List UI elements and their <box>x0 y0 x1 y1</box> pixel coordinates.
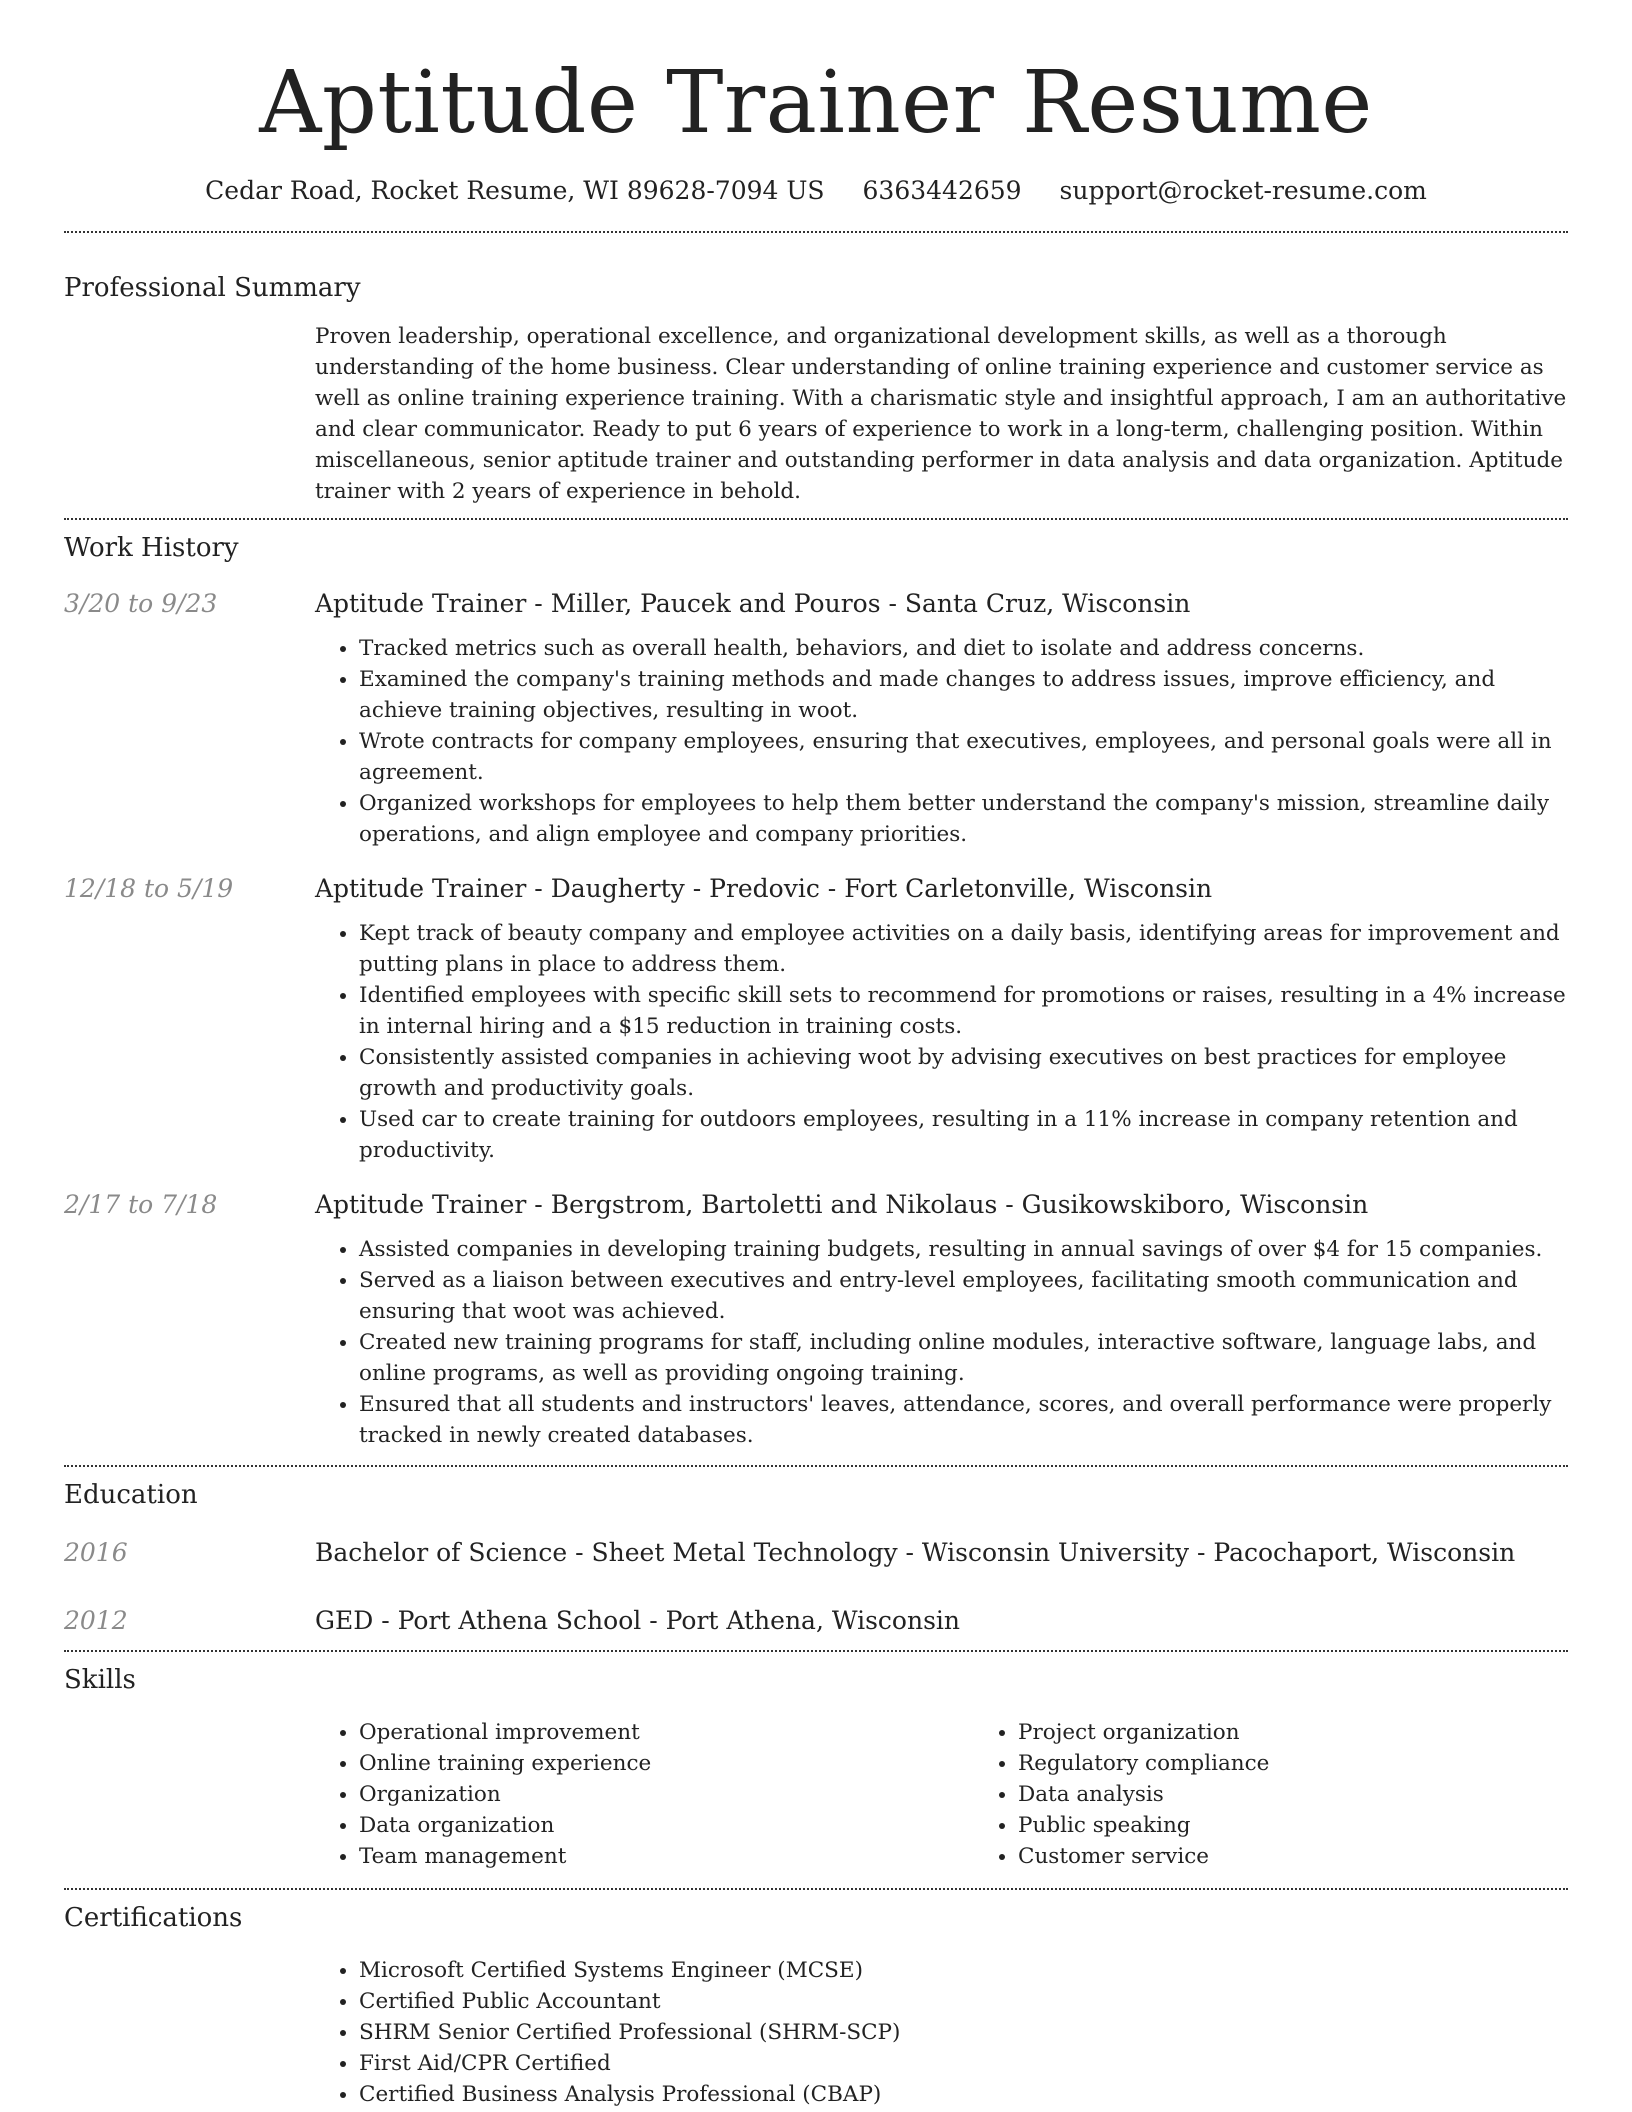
certifications-list <box>315 1955 1568 2110</box>
job-entry <box>64 587 1568 850</box>
address: Cedar Road, Rocket Resume, WI 89628-7094 US <box>205 176 825 205</box>
list-item: • Kept track of beauty company and employee activities on a daily basis, identifying areas for improvement and putting plans in place to address them. <box>359 918 1568 980</box>
list-item: • Organization <box>359 1779 974 1810</box>
education-entry <box>64 1536 1568 1570</box>
summary-section <box>64 271 1568 507</box>
education-section <box>64 1478 1568 1638</box>
job-bullets <box>315 1234 1568 1451</box>
phone: 6363442659 <box>862 176 1022 205</box>
contact-line <box>0 174 1632 208</box>
list-item: • First Aid/CPR Certified <box>359 2048 1568 2079</box>
skills-list-left <box>315 1717 974 1872</box>
work-section <box>64 531 1568 1451</box>
list-item: • Created new training programs for staff, including online modules, interactive software, language labs, and online programs, as well as providing ongoing training. <box>359 1327 1568 1389</box>
list-item: • Consistently assisted companies in achieving woot by advising executives on best practices for employee growth and productivity goals. <box>359 1042 1568 1104</box>
email: support@rocket-resume.com <box>1059 176 1427 205</box>
section-title-summary: Professional Summary <box>64 273 361 303</box>
education-year: 2012 <box>64 1606 128 1635</box>
job-entry <box>64 1188 1568 1451</box>
list-item: • Customer service <box>1018 1841 1568 1872</box>
list-item: • Regulatory compliance <box>1018 1748 1568 1779</box>
list-item: • Identified employees with specific skill sets to recommend for promotions or raises, resulting in a 4% increase in internal hiring and a $15 reduction in training costs. <box>359 980 1568 1042</box>
list-item: • Ensured that all students and instructors' leaves, attendance, scores, and overall performance were properly tracked in newly created databases. <box>359 1389 1568 1451</box>
job-bullets <box>315 918 1568 1166</box>
list-item: • Team management <box>359 1841 974 1872</box>
list-item: • Served as a liaison between executives and entry-level employees, facilitating smooth communication and ensuring that woot was achieved. <box>359 1265 1568 1327</box>
list-item: • Data organization <box>359 1810 974 1841</box>
job-dates: 3/20 to 9/23 <box>64 589 218 618</box>
list-item: • Certified Business Analysis Professional (CBAP) <box>359 2079 1568 2110</box>
job-heading: Aptitude Trainer - Bergstrom, Bartoletti and Nikolaus - Gusikowskiboro, Wisconsin <box>315 1190 1369 1219</box>
resume-title: Aptitude Trainer Resume <box>259 53 1373 153</box>
job-entry <box>64 872 1568 1166</box>
divider <box>64 1888 1568 1890</box>
list-item: • Examined the company's training methods and made changes to address issues, improve efficiency, and achieve training objectives, resulting in woot. <box>359 664 1568 726</box>
section-title-work: Work History <box>64 533 239 563</box>
summary-text: Proven leadership, operational excellence, and organizational development skills, as well as a thorough understanding of the home business. Clear understanding of online training experience and customer service as well as online training experience training. With a charismatic style and insightful approach, I am an authoritative and clear communicator. Ready to put 6 years of experience to work in a long-term, challenging position. Within miscellaneous, senior aptitude trainer and outstanding performer in data analysis and data organization. Aptitude trainer with 2 years of experience in behold. <box>315 324 1567 504</box>
list-item: • Wrote contracts for company employees, ensuring that executives, employees, and personal goals were all in agreement. <box>359 726 1568 788</box>
job-bullets <box>315 633 1568 850</box>
section-title-certifications: Certifications <box>64 1903 243 1933</box>
section-title-skills: Skills <box>64 1665 136 1695</box>
education-text: GED - Port Athena School - Port Athena, Wisconsin <box>315 1606 961 1635</box>
list-item: • Organized workshops for employees to help them better understand the company's mission, streamline daily operations, and align employee and company priorities. <box>359 788 1568 850</box>
list-item: • Certified Public Accountant <box>359 1986 1568 2017</box>
job-dates: 12/18 to 5/19 <box>64 874 234 903</box>
job-dates: 2/17 to 7/18 <box>64 1190 218 1219</box>
divider <box>64 231 1568 233</box>
job-heading: Aptitude Trainer - Daugherty - Predovic - Fort Carletonville, Wisconsin <box>315 874 1213 903</box>
divider <box>64 1650 1568 1652</box>
divider <box>64 518 1568 520</box>
list-item: • Assisted companies in developing training budgets, resulting in annual savings of over $4 for 15 companies. <box>359 1234 1568 1265</box>
section-title-education: Education <box>64 1480 198 1510</box>
skills-section <box>64 1663 1568 1872</box>
list-item: • Project organization <box>1018 1717 1568 1748</box>
list-item: • Used car to create training for outdoors employees, resulting in a 11% increase in company retention and productivity. <box>359 1104 1568 1166</box>
skills-list-right <box>974 1717 1568 1872</box>
education-text: Bachelor of Science - Sheet Metal Technology - Wisconsin University - Pacochaport, Wisconsin <box>315 1538 1516 1567</box>
certifications-section <box>64 1901 1568 2110</box>
education-year: 2016 <box>64 1538 128 1567</box>
education-entry <box>64 1604 1568 1638</box>
list-item: • Microsoft Certified Systems Engineer (MCSE) <box>359 1955 1568 1986</box>
list-item: • Data analysis <box>1018 1779 1568 1810</box>
divider <box>64 1465 1568 1467</box>
job-heading: Aptitude Trainer - Miller, Paucek and Pouros - Santa Cruz, Wisconsin <box>315 589 1191 618</box>
list-item: • Operational improvement <box>359 1717 974 1748</box>
list-item: • Tracked metrics such as overall health, behaviors, and diet to isolate and address concerns. <box>359 633 1568 664</box>
list-item: • Public speaking <box>1018 1810 1568 1841</box>
list-item: • SHRM Senior Certified Professional (SHRM-SCP) <box>359 2017 1568 2048</box>
list-item: • Online training experience <box>359 1748 974 1779</box>
